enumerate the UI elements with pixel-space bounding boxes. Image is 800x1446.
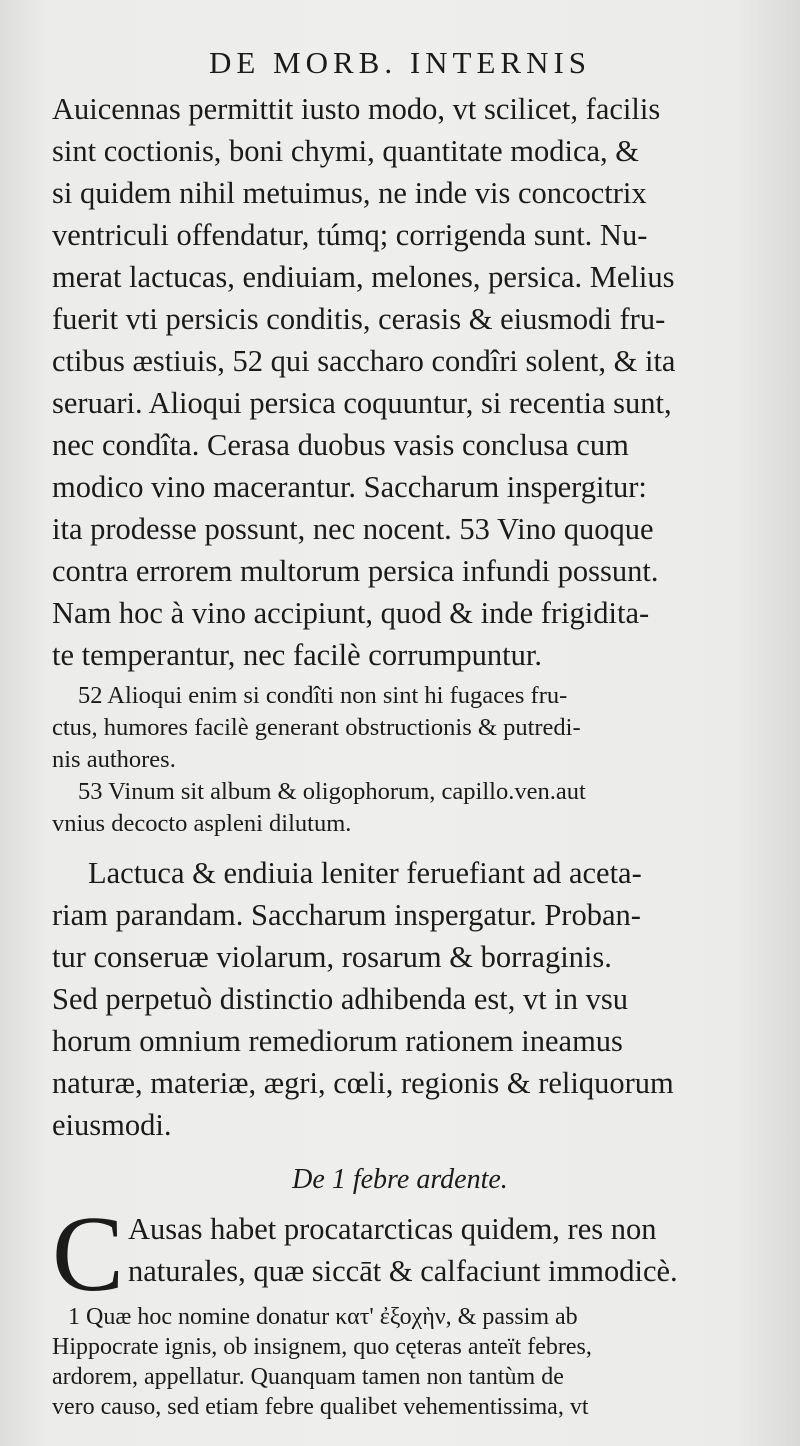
text-line: modico vino macerantur. Saccharum inspergitur: xyxy=(52,470,647,504)
text-line: eiusmodi. xyxy=(52,1108,172,1142)
text-line: naturales, quæ siccāt & calfaciunt immodicè. xyxy=(128,1254,678,1288)
footnotes xyxy=(52,680,748,840)
footnote-line: 52 Alioqui enim si condîti non sint hi fugaces fru- xyxy=(78,682,568,709)
text-line: ventriculi offendatur, túmq; corrigenda sunt. Nu- xyxy=(52,218,648,252)
running-header: DE MORB. INTERNIS xyxy=(208,45,592,80)
text-line: ctibus æstiuis, 52 qui saccharo condîri solent, & ita xyxy=(52,344,676,378)
text-line: Sed perpetuò distinctio adhibenda est, vt in vsu xyxy=(52,982,629,1016)
text-line: sint coctionis, boni chymi, quantitate modica, & xyxy=(52,134,640,168)
text-line: riam parandam. Saccharum inspergatur. Proban- xyxy=(52,898,641,932)
footnote-line: nis authores. xyxy=(52,746,176,773)
note-line: Hippocrate ignis, ob insignem, quo cęteras anteït febres, xyxy=(52,1334,592,1360)
second-paragraph xyxy=(52,852,748,1146)
text-line: merat lactucas, endiuiam, melones, persica. Melius xyxy=(52,260,675,294)
text-line: Ausas habet procatarcticas quidem, res non xyxy=(128,1212,657,1246)
marginal-note xyxy=(52,1302,748,1422)
footnote-line: vnius decocto aspleni dilutum. xyxy=(52,810,352,837)
text-line: naturæ, materiæ, ægri, cœli, regionis & reliquorum xyxy=(52,1066,674,1100)
text-line: Auicennas permittit iusto modo, vt scilicet, facilis xyxy=(52,92,661,126)
note-line: vero causo, sed etiam febre qualibet vehementissima, vt xyxy=(52,1394,589,1420)
note-line: 1 Quæ hoc nomine donatur κατ' ἐξοχὴν, & passim ab xyxy=(68,1304,578,1330)
text-line: tur conseruæ violarum, rosarum & borraginis. xyxy=(52,940,612,974)
note-line: ardorem, appellatur. Quanquam tamen non tantùm de xyxy=(52,1364,564,1390)
text-line: seruari. Alioqui persica coquuntur, si recentia sunt, xyxy=(52,386,672,420)
text-line: Lactuca & endiuia leniter feruefiant ad aceta- xyxy=(88,856,642,890)
footnote-line: ctus, humores facilè generant obstructionis & putredi- xyxy=(52,714,581,741)
main-paragraph xyxy=(52,88,748,676)
text-line: contra errorem multorum persica infundi possunt. xyxy=(52,554,659,588)
section-heading: De 1 febre ardente. xyxy=(292,1164,508,1195)
text-line: nec condîta. Cerasa duobus vasis conclusa cum xyxy=(52,428,629,462)
text-line: fuerit vti persicis conditis, cerasis & eiusmodi fru- xyxy=(52,302,666,336)
drop-cap-paragraph xyxy=(52,1195,748,1314)
text-line: te temperantur, nec facilè corrumpuntur. xyxy=(52,638,542,672)
text-line: Nam hoc à vino accipiunt, quod & inde frigidita- xyxy=(52,596,650,630)
text-line: horum omnium remediorum rationem ineamus xyxy=(52,1024,623,1058)
drop-cap-letter: C xyxy=(52,1195,125,1314)
text-line: si quidem nihil metuimus, ne inde vis concoctrix xyxy=(52,176,647,210)
text-line: ita prodesse possunt, nec nocent. 53 Vino quoque xyxy=(52,512,654,546)
footnote-line: 53 Vinum sit album & oligophorum, capillo.ven.aut xyxy=(78,778,586,805)
